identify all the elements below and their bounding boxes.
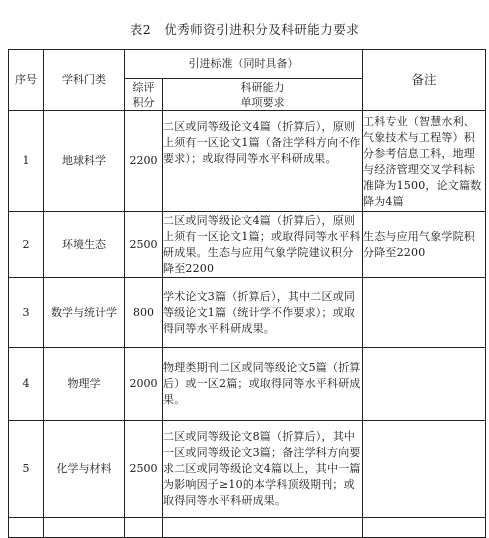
- header-criteria: 引进标准（同时具备）: [125, 50, 363, 79]
- row-score: 2200: [125, 111, 163, 212]
- header-seq: 序号: [9, 50, 44, 111]
- row-score: [125, 518, 163, 538]
- row-requirement: 二区或同等级论文4篇（折算后），原则上须有一区论文1篇；或取得同等水平科研成果。生态与应用气象学院建议积分降至2200: [163, 212, 363, 278]
- header-note: 备注: [363, 50, 486, 111]
- table-row: [9, 278, 486, 348]
- row-seq: 4: [9, 348, 44, 421]
- row-score: 2500: [125, 212, 163, 278]
- row-note: [363, 421, 486, 518]
- row-score: 2000: [125, 348, 163, 421]
- row-score: 800: [125, 278, 163, 348]
- header-ability: [163, 79, 363, 111]
- row-note: [363, 518, 486, 538]
- header-score-line2: 积分: [132, 95, 155, 109]
- row-discipline: 环境生态: [44, 212, 125, 278]
- row-discipline: 化学与材料: [44, 421, 125, 518]
- header-ability-line1: 科研能力: [240, 80, 285, 94]
- table-row: [9, 111, 486, 212]
- table-row: [9, 212, 486, 278]
- table-row-partial: [9, 518, 486, 538]
- row-discipline: 地球科学: [44, 111, 125, 212]
- row-seq: [9, 518, 44, 538]
- header-discipline: 学科门类: [44, 50, 125, 111]
- row-requirement: 二区或同等级论文8篇（折算后），其中一区或同等级论文3篇；备注学科方向要求二区或同等级论文4篇以上，其中一篇为影响因子≥10的本学科顶级期刊；或取得同等水平科研成果。: [163, 421, 363, 518]
- row-requirement: 学术论文3篇（折算后），其中二区或同等级论文1篇（统计学不作要求）；或取得同等水平科研成果。: [163, 278, 363, 348]
- row-requirement: 二区或同等级论文4篇（折算后），原则上须有一区论文1篇（备注学科方向不作要求）；或取得同等水平科研成果。: [163, 111, 363, 212]
- row-seq: 2: [9, 212, 44, 278]
- talent-requirements-table: [8, 49, 486, 538]
- table-row: [9, 421, 486, 518]
- header-score: [125, 79, 163, 111]
- row-requirement: [163, 518, 363, 538]
- row-note: [363, 348, 486, 421]
- row-score: 2500: [125, 421, 163, 518]
- row-discipline: 数学与统计学: [44, 278, 125, 348]
- row-seq: 5: [9, 421, 44, 518]
- header-ability-line2: 单项要求: [240, 95, 285, 109]
- row-note: 工科专业（智慧水利、气象技术与工程等）积分参考信息工科，地理与经济管理交叉学科标准降为1500，论文篇数降为4篇: [363, 111, 486, 212]
- row-seq: 1: [9, 111, 44, 212]
- row-discipline: [44, 518, 125, 538]
- row-seq: 3: [9, 278, 44, 348]
- row-note: [363, 278, 486, 348]
- row-requirement: 物理类期刊二区或同等级论文5篇（折算后）或一区2篇；或取得同等水平科研成果。: [163, 348, 363, 421]
- table-title: 表2 优秀师资引进积分及科研能力要求: [129, 22, 360, 37]
- header-row: [9, 50, 486, 79]
- table-row: [9, 348, 486, 421]
- header-score-line1: 综评: [132, 80, 155, 94]
- row-discipline: 物理学: [44, 348, 125, 421]
- row-note: 生态与应用气象学院积分降至2200: [363, 212, 486, 278]
